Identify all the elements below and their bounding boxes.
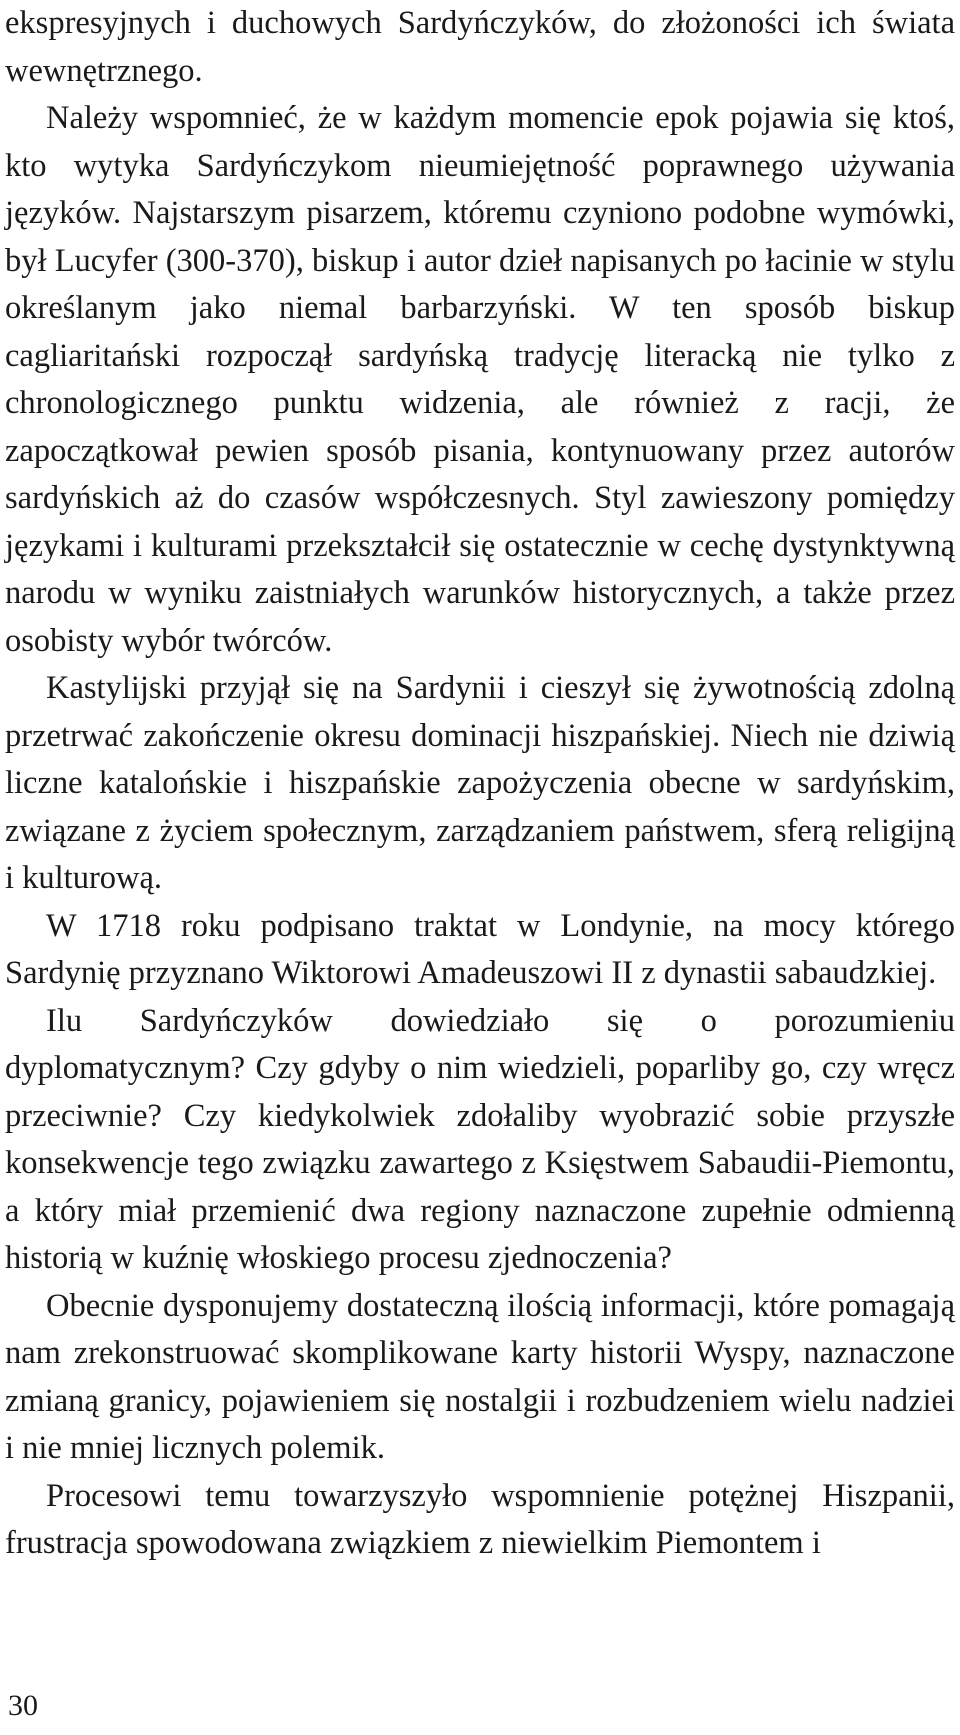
paragraph-7: Procesowi temu towarzyszyło wspomnienie potężnej Hiszpanii, frustracja spowodowana związkiem z niewielkim Piemontem i	[5, 1477, 955, 1561]
document-body	[5, 0, 955, 1568]
page-number: 30	[8, 1689, 38, 1722]
paragraph-3: Kastylijski przyjął się na Sardynii i cieszył się żywotnością zdolną przetrwać zakończenie okresu dominacji hiszpańskiej. Niech nie dziwią liczne katalońskie i hiszpańskie zapożyczenia obecne w sardyńskim, związane z życiem społecznym, zarządzaniem państwem, sferą religijną i kulturową.	[5, 670, 955, 896]
paragraph-5: Ilu Sardyńczyków dowiedziało się o porozumieniu dyplomatycznym? Czy gdyby o nim wiedzieli, poparliby go, czy wręcz przeciwnie? Czy kiedykolwiek zdołaliby wyobrazić sobie przyszłe konsekwencje tego związku zawartego z Księstwem Sabaudii-Piemontu, a który miał przemienić dwa regiony naznaczone zupełnie odmienną historią w kuźnię włoskiego procesu zjednoczenia?	[5, 1002, 955, 1276]
paragraph-6: Obecnie dysponujemy dostateczną ilością informacji, które pomagają nam zrekonstruować skomplikowane karty historii Wyspy, naznaczone zmianą granicy, pojawieniem się nostalgii i rozbudzeniem wielu nadziei i nie mniej licznych polemik.	[5, 1287, 955, 1466]
paragraph-2: Należy wspomnieć, że w każdym momencie epok pojawia się ktoś, kto wytyka Sardyńczykom nieumiejętność poprawnego używania języków. Najstarszym pisarzem, któremu czyniono podobne wymówki, był Lucyfer (300-370), biskup i autor dzieł napisanych po łacinie w stylu określanym jako niemal barbarzyński. W ten sposób biskup cagliaritański rozpoczął sardyńską tradycję literacką nie tylko z chronologicznego punktu widzenia, ale również z racji, że zapoczątkował pewien sposób pisania, kontynuowany przez autorów sardyńskich aż do czasów współczesnych. Styl zawieszony pomiędzy językami i kulturami przekształcił się ostatecznie w cechę dystynktywną narodu w wyniku zaistniałych warunków historycznych, a także przez osobisty wybór twórców.	[5, 100, 955, 659]
paragraph-1: ekspresyjnych i duchowych Sardyńczyków, do złożoności ich świata wewnętrznego.	[5, 5, 955, 89]
paragraph-4: W 1718 roku podpisano traktat w Londynie, na mocy którego Sardynię przyznano Wiktorowi Amadeuszowi II z dynastii sabaudzkiej.	[5, 907, 955, 991]
